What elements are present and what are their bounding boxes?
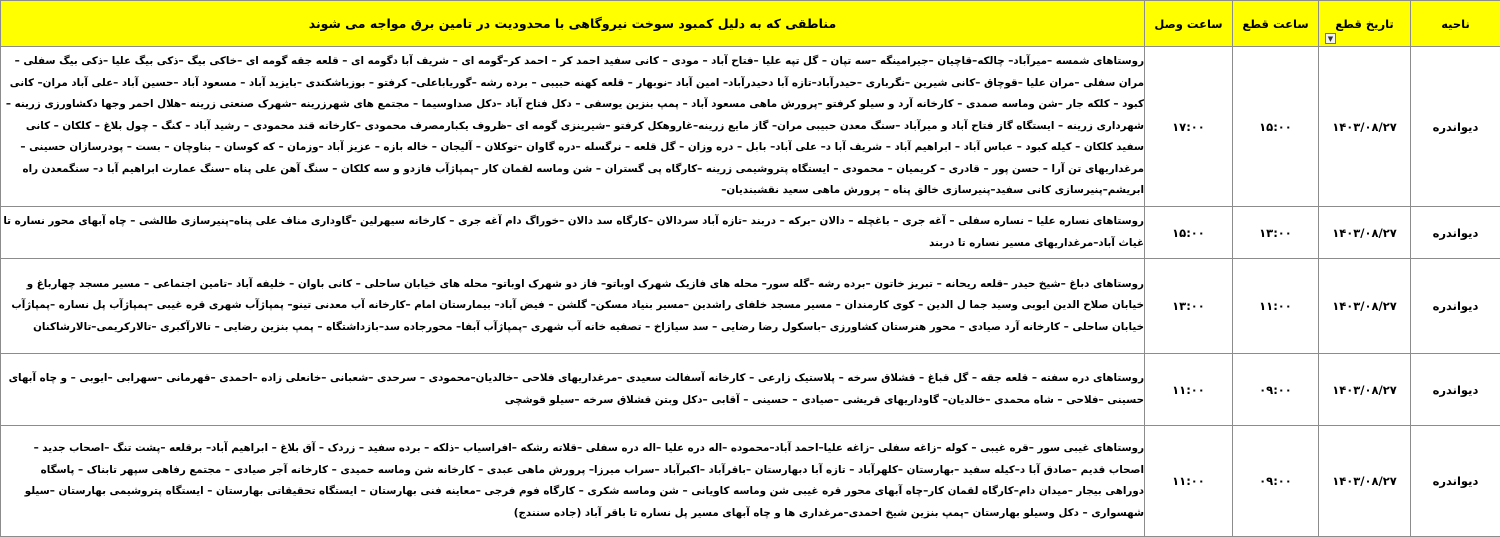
cell-date[interactable]: ۱۴۰۳/۰۸/۲۷	[1319, 47, 1411, 207]
cell-region[interactable]: دیواندره	[1411, 47, 1500, 207]
cell-connect-time[interactable]: ۱۵:۰۰	[1145, 207, 1233, 259]
cell-connect-time[interactable]: ۱۳:۰۰	[1145, 259, 1233, 354]
cell-date[interactable]: ۱۴۰۳/۰۸/۲۷	[1319, 259, 1411, 354]
header-date-label: تاریخ قطع	[1335, 17, 1393, 31]
table-row	[1, 207, 1500, 259]
cell-cut-time[interactable]: ۰۹:۰۰	[1233, 426, 1319, 537]
filter-dropdown-icon[interactable]: ▼	[1325, 33, 1336, 44]
cell-areas[interactable]: روستاهای نساره علیا – نساره سفلی – آغه جری – باغچله – دالان –برکه – دربند –تازه آباد سردالان –کارگاه سد دالان –خوراگ دام آغه جری – کارخانه سیهرلین –گاوداری مناف علی پناه–پنیرسازی طالشی – چاه آبهای محور نساره تا غیاث آباد–مرغداریهای مسیر نساره تا دربند	[1, 207, 1145, 259]
header-title[interactable]: مناطقی که به دلیل کمبود سوخت نیروگاهی با محدودیت در تامین برق مواجه می شوند	[1, 1, 1145, 47]
cell-cut-time[interactable]: ۱۵:۰۰	[1233, 47, 1319, 207]
cell-cut-time[interactable]: ۰۹:۰۰	[1233, 354, 1319, 426]
cell-cut-time[interactable]: ۱۱:۰۰	[1233, 259, 1319, 354]
table-row	[1, 426, 1500, 537]
cell-areas[interactable]: روستاهای دره سفته – قلعه جقه – گل قباغ – قشلاق سرخه – پلاستیک زارعی – کارخانه آسفالت سعیدی –مرغداریهای فلاحی –خالدیان–محمودی – سرحدی –شعبانی –خانعلی زاده –احمدی –قهرمانی –سهرابی –ایوبی – و چاه آبهای حسینی –فلاحی – شاه محمدی –خالدیان– گاوداریهای قریشی –صیادی – حسینی – آقابی –دکل وبتن قشلاق سرخه –سیلو قوشچی	[1, 354, 1145, 426]
cell-connect-time[interactable]: ۱۱:۰۰	[1145, 354, 1233, 426]
cell-region[interactable]: دیواندره	[1411, 259, 1500, 354]
cell-areas[interactable]: روستاهای دباغ –شیخ حیدر –قلعه ریحانه – تبریز خاتون –برده رشه –گله سور– محله های فازیک شهرک اوباتو– فاز دو شهرک اوباتو– محله های خیابان ساحلی – کانی باوان – خلیفه آباد –تامین اجتماعی – مسیر مسجد چهارباغ و خیابان صلاح الدین ایوبی وسید جما ل الدین – کوی کارمندان – مسیر مسجد خلفای راشدین –مسیر بنیاد مسکن– گلشن – فیض آباد– بیمارستان امام –کارخانه آب معدنی تینو– پمپاژآب شهری قره غیبی –پمپاژآب پل نساره –پمپاژآب خیابان ساحلی – کارخانه آرد صیادی – محور هنرستان کشاورزی –باسکول رضا رضایی – سد سیازاخ – تصفیه خانه آب شهری –پمپاژآب آبفا– محورجاده سد–بازداشتگاه – پمپ بنزین رضایی – تالارآکبری –تالارکریمی–تالارشاکنان	[1, 259, 1145, 354]
header-region[interactable]: ناحیه	[1411, 1, 1500, 47]
table-row	[1, 259, 1500, 354]
cell-cut-time[interactable]: ۱۳:۰۰	[1233, 207, 1319, 259]
header-connect-time[interactable]: ساعت وصل	[1145, 1, 1233, 47]
header-cut-time[interactable]: ساعت قطع	[1233, 1, 1319, 47]
cell-areas[interactable]: روستاهای غیبی سور –قره غیبی – کوله –زاغه سفلی –زاغه علیا–احمد آباد–محموده –اله دره علیا –اله دره سفلی –قلاته رشکه –افراسیاب –ذلکه – برده سفید – زردک – آق بلاغ – ابراهیم آباد– برقلعه –پشت تنگ –اصحاب جدید –اصحاب قدیم –صادق آبا د–کیله سفید –بهارستان –کلهرآباد – تازه آبا دبهارستان –باقرآباد –اکبرآباد –سراب میرزا– پرورش ماهی عبدی – کارخانه شن وماسه حمیدی – کارخانه آجر صیادی – مجتمع رفاهی سپهر تابناک – پاسگاه دوراهی بیجار –میدان دام–کارگاه لقمان کار–چاه آبهای محور قره غیبی شن وماسه کاویانی – شن وماسه شکری – کارگاه فوم فرجی –معاینه فنی بهارستان – ایستگاه تحقیقاتی بهارستان – ایستگاه پتروشیمی بهارستان –سیلو شهسواری – دکل وسیلو بهارستان –پمپ بنزین شیخ احمدی–مرغداری ها و چاه آبهای مسیر پل نساره تا باقر آباد (جاده سنندج)	[1, 426, 1145, 537]
cell-areas[interactable]: روستاهای شمسه –میرآباد– چالکه–قاچیان –جیرامینگه –سه تپان – گل تپه علیا –فتاح آباد – مودی – کانی سفید احمد کر – احمد کر–گومه ای – شریف آبا دگومه ای – قلعه جقه گومه ای –خاکی بیگ –ذکی بیگ علیا –ذکی بیگ سفلی – مران سفلی –مران علیا –قوچاق –کانی شیرین –نگرباری –حیدرآباد–تازه آبا دحیدرآباد– امین آباد –نوبهار – قلعه کهنه حبیبی – برده رشه –گوریاباعلی– کرفتو – بوزباشکندی –بایزید آباد – مسعود آباد –حسین آباد –علی آباد مران– کانی کبود – کلکه جار –شن وماسه صمدی – کارخانه آرد و سیلو کرفتو –پرورش ماهی مسعود آباد – پمپ بنزین یوسفی – دکل فتاح آباد –دکل صداوسیما – مجتمع های شهرزرینه –شهرک صنعتی زرینه –هلال احمر وجها دکشاورزی زرینه – شهرداری زرینه – ایستگاه گاز فتاح آباد و میرآباد –سنگ معدن حبیبی مران– گاز مایع زرینه–غاروهکل کرفتو –شیرینزی گومه ای –ظروف یکبارمصرف محمودی –کارخانه قند محمودی – رشید آباد – کنگ – چول بلاغ – کلکان – کانی سفید کلکان – کیله کبود – عباس آباد – ابراهیم آباد – شریف آبا د– علی آباد– بابل – دره وزان – گل قلعه – نرگسله –دره گاوان –توکلان – آلیجان – خاله بازه – عزیز آباد –وزمان – که کوسان – بناوچان – بست – پودرسازان حسینی –مرغداریهای تن آرا – حسن پور – قادری – کریمیان – محمودی – ایستگاه پتروشیمی زرینه –کارگاه پی گستران – شن وماسه لقمان کار –پمپاژآب فازدو و سه کلکان – سنگ آهن علی پناه –سنگ عمارت ابراهیم آبا د– سنگمعدن راه ابریشم–پنیرسازی کانی سفید–پنیرسازی خالق پناه – پرورش ماهی سعید نقشبندیان–	[1, 47, 1145, 207]
header-date[interactable]	[1319, 1, 1411, 47]
cell-date[interactable]: ۱۴۰۳/۰۸/۲۷	[1319, 426, 1411, 537]
table-row	[1, 354, 1500, 426]
cell-region[interactable]: دیواندره	[1411, 426, 1500, 537]
cell-date[interactable]: ۱۴۰۳/۰۸/۲۷	[1319, 207, 1411, 259]
table-row	[1, 47, 1500, 207]
cell-connect-time[interactable]: ۱۱:۰۰	[1145, 426, 1233, 537]
header-row	[1, 1, 1500, 47]
cell-region[interactable]: دیواندره	[1411, 354, 1500, 426]
cell-connect-time[interactable]: ۱۷:۰۰	[1145, 47, 1233, 207]
cell-date[interactable]: ۱۴۰۳/۰۸/۲۷	[1319, 354, 1411, 426]
cell-region[interactable]: دیواندره	[1411, 207, 1500, 259]
